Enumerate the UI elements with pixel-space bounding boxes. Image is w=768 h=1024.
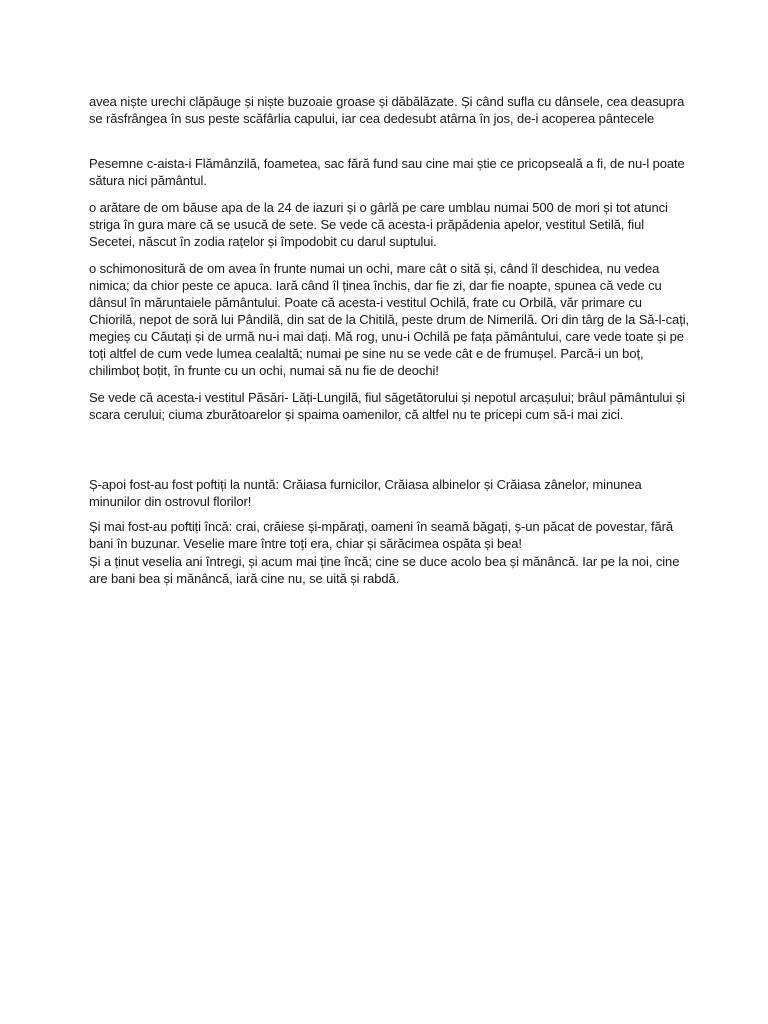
paragraph-4 <box>89 260 689 379</box>
paragraph-text: Ș-apoi fost-au fost poftiți la nuntă: Crăiasa furnicilor, Crăiasa albinelor și Crăiasa zânelor, minunea minunilor din ostrovul florilor! <box>89 477 642 509</box>
paragraph-text: Pesemne c-aista-i Flămânzilă, foametea, sac fără fund sau cine mai știe ce pricopseală a fi, de nu-l poate sătura nici pământul. <box>89 156 685 188</box>
paragraph-text: o arătare de om băuse apa de la 24 de iazuri și o gârlă pe care umblau numai 500 de mori și tot atunci striga în gura mare că se usucă de sete. Se vede că acesta-i prăpădenia apelor, vestitul Setilă, fiul Secetei, născut în zodia rațelor și împodobit cu darul suptului. <box>89 200 668 249</box>
paragraph-text: Și a ținut veselia ani întregi, și acum mai ține încă; cine se duce acolo bea și mănâncă. Iar pe la noi, cine are bani bea și mănâncă, iară cine nu, se uită și rabdă. <box>89 554 680 586</box>
paragraph-5 <box>89 389 689 423</box>
paragraph-3 <box>89 199 689 250</box>
paragraph-6 <box>89 476 689 510</box>
paragraph-text: avea niște urechi clăpăuge și niște buzoaie groase și dăbălăzate. Și când sufla cu dânsele, cea deasupra se răsfrângea în sus peste scăfârlia capului, iar cea dedesubt atârna în jos, de-i acoperea pântecele <box>89 94 685 126</box>
paragraph-text: o schimonositură de om avea în frunte numai un ochi, mare cât o sită și, când îl deschidea, nu vedea nimica; da chior peste ce apuca. Iară când îl ținea închis, dar fie zi, dar fie noapte, spunea că vede cu dânsul în măruntaiele pământului. Poate că acesta-i vestitul Ochilă, frate cu Orbilă, văr primare cu Chiorilă, nepot de soră lui Pândilă, din sat de la Chitilă, peste drum de Nimerilă. Ori din târg de la Să-l-cați, megieș cu Căutați și de urmă nu-i mai dați. Mă rog, unu-i Ochilă pe fața pământului, care vede toate și pe toți altfel de cum vede lumea cealaltă; numai pe sine nu se vede cât e de frumușel. Parcă-i un boț, chilimboț boțit, în frunte cu un ochi, numai să nu fie de deochi! <box>89 261 689 378</box>
paragraph-8 <box>89 553 689 587</box>
paragraph-text: Se vede că acesta-i vestitul Păsări- Lăți-Lungilă, fiul săgetătorului și nepotul arcașului; brâul pământului și scara cerului; ciuma zburătoarelor și spaima oamenilor, că altfel nu te pricepi cum să-i mai zici. <box>89 390 685 422</box>
paragraph-7 <box>89 518 689 552</box>
paragraph-2 <box>89 155 689 189</box>
paragraph-text: Și mai fost-au poftiți încă: crai, crăiese și-mpărați, oameni în seamă băgați, ș-un păcat de povestar, fără bani în buzunar. Veselie mare între toți era, chiar și sărăcimea ospăta și bea! <box>89 519 673 551</box>
paragraph-1 <box>89 93 689 127</box>
